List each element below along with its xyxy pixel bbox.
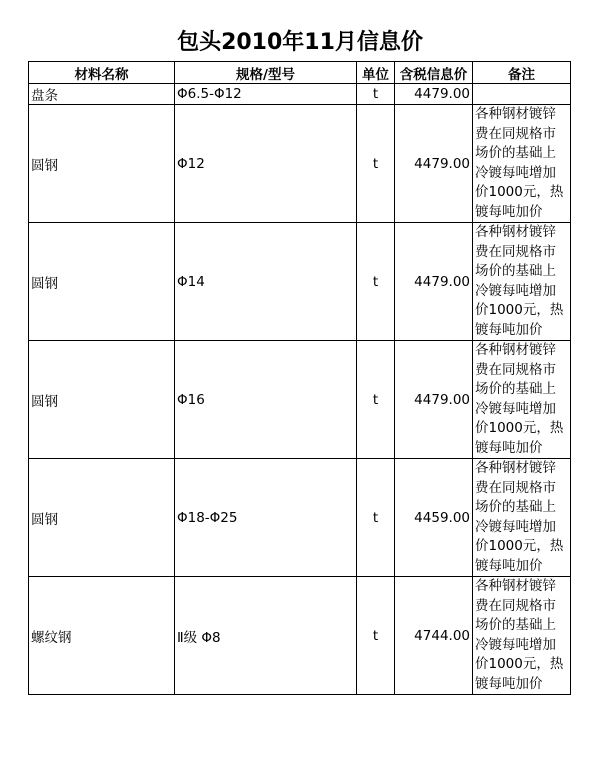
page-title: 包头2010年11月信息价 <box>177 30 423 55</box>
header-material-name: 材料名称 <box>29 62 175 84</box>
material-name-cell: 螺纹钢 <box>29 577 175 695</box>
spec-cell: Φ16 <box>175 341 357 459</box>
table-row <box>29 341 571 459</box>
price-cell: 4479.00 <box>395 341 473 459</box>
remark-cell: 各种钢材镀锌费在同规格市场价的基础上冷镀每吨增加价1000元，热镀每吨加价 <box>473 577 571 695</box>
spec-cell: Φ6.5-Φ12 <box>175 84 357 105</box>
unit-cell: t <box>357 459 395 577</box>
table-row <box>29 223 571 341</box>
material-name-cell: 盘条 <box>29 84 175 105</box>
unit-cell: t <box>357 223 395 341</box>
header-spec-model: 规格/型号 <box>175 62 357 84</box>
price-cell: 4479.00 <box>395 223 473 341</box>
price-cell: 4459.00 <box>395 459 473 577</box>
table-row <box>29 577 571 695</box>
unit-cell: t <box>357 105 395 223</box>
header-unit: 单位 <box>357 62 395 84</box>
material-name-cell: 圆钢 <box>29 223 175 341</box>
header-price-incl-tax: 含税信息价 <box>395 62 473 84</box>
table-header-row <box>29 62 571 84</box>
remark-cell: 各种钢材镀锌费在同规格市场价的基础上冷镀每吨增加价1000元，热镀每吨加价 <box>473 105 571 223</box>
remark-cell: 各种钢材镀锌费在同规格市场价的基础上冷镀每吨增加价1000元，热镀每吨加价 <box>473 341 571 459</box>
remark-cell: 各种钢材镀锌费在同规格市场价的基础上冷镀每吨增加价1000元，热镀每吨加价 <box>473 459 571 577</box>
table-row <box>29 84 571 105</box>
unit-cell: t <box>357 577 395 695</box>
spec-cell: Ⅱ级 Φ8 <box>175 577 357 695</box>
table-row <box>29 105 571 223</box>
unit-cell: t <box>357 84 395 105</box>
price-table <box>28 61 571 695</box>
remark-cell <box>473 84 571 105</box>
price-cell: 4479.00 <box>395 84 473 105</box>
material-name-cell: 圆钢 <box>29 105 175 223</box>
material-name-cell: 圆钢 <box>29 459 175 577</box>
spec-cell: Φ14 <box>175 223 357 341</box>
spec-cell: Φ18-Φ25 <box>175 459 357 577</box>
header-remarks: 备注 <box>473 62 571 84</box>
spec-cell: Φ12 <box>175 105 357 223</box>
unit-cell: t <box>357 341 395 459</box>
remark-cell: 各种钢材镀锌费在同规格市场价的基础上冷镀每吨增加价1000元，热镀每吨加价 <box>473 223 571 341</box>
price-cell: 4744.00 <box>395 577 473 695</box>
table-row <box>29 459 571 577</box>
material-name-cell: 圆钢 <box>29 341 175 459</box>
price-cell: 4479.00 <box>395 105 473 223</box>
